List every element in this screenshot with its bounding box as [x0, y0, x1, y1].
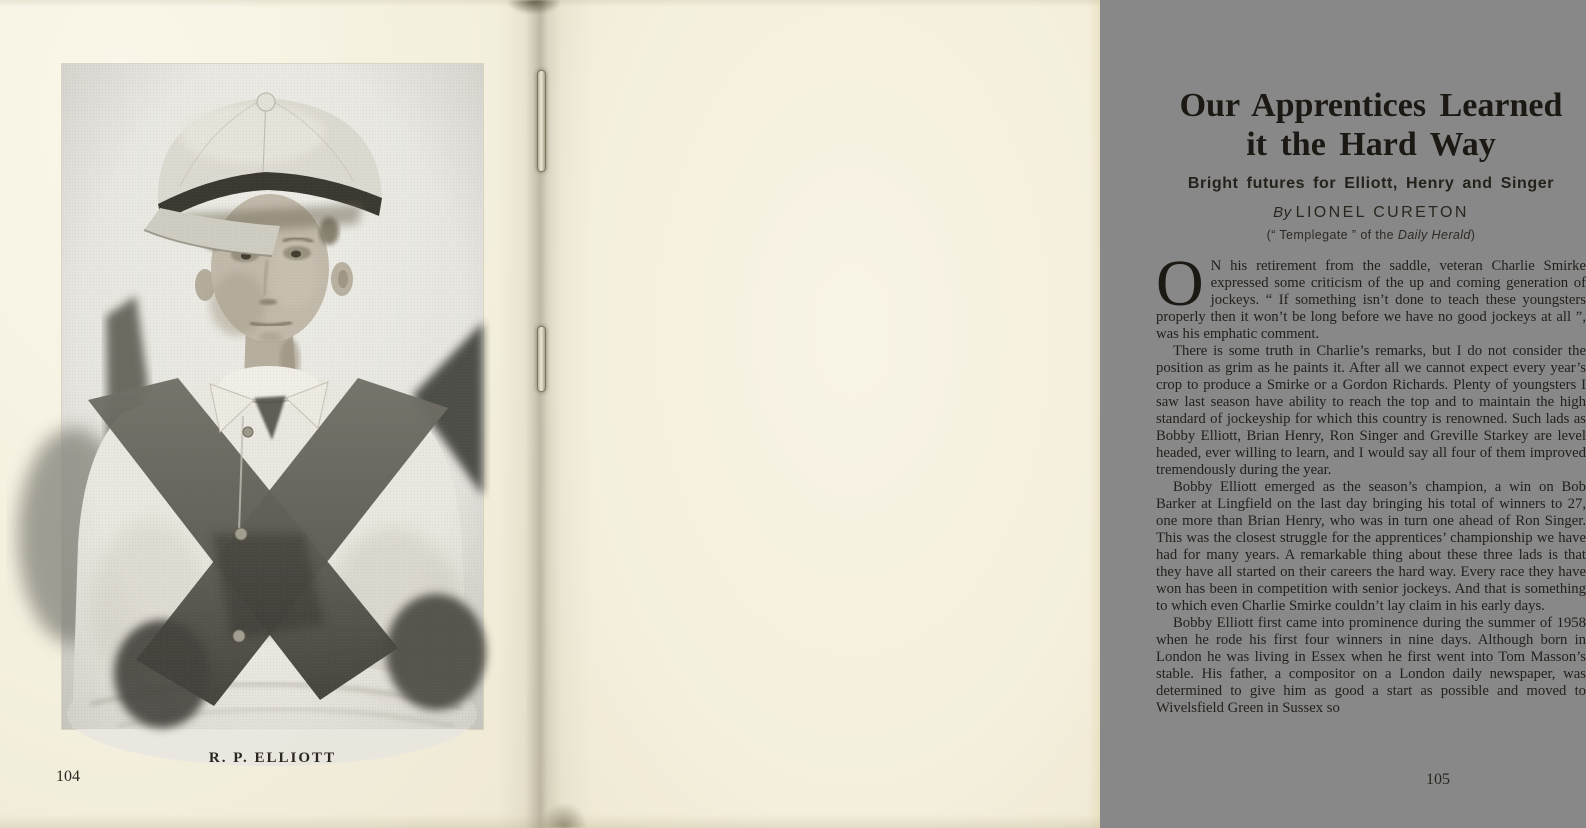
drop-cap: O	[1156, 247, 1204, 320]
photo-caption: R. P. ELLIOTT	[208, 750, 337, 766]
article-title-line2: it the Hard Way	[1246, 126, 1496, 163]
credit-open: (“ Templegate ” of the	[1266, 228, 1398, 242]
staple-middle	[537, 326, 546, 392]
left-page	[0, 0, 550, 828]
jockey-portrait-illustration	[62, 64, 483, 729]
article-title-line1: Our Apprentices Learned	[1179, 87, 1563, 124]
byline-by: By	[1273, 204, 1292, 221]
paragraph-1-text: N his retirement from the saddle, veteran Charlie Smirke expressed some criticism of the up and coming generation of jockeys. “ If something isn’t done to teach these youngsters properly then it won’t be long before we have no good jockeys at all ”, was his emphatic comment.	[1156, 258, 1586, 342]
right-page	[550, 0, 1586, 828]
scan-edge-top	[0, 0, 1100, 7]
article-body	[1156, 247, 1586, 717]
page-number-left: 104	[56, 768, 80, 785]
staple-top	[537, 70, 546, 172]
article-subtitle: Bright futures for Elliott, Henry and Singer	[1187, 175, 1555, 192]
article-title	[1156, 86, 1586, 164]
scan-edge-bottom	[0, 814, 1100, 828]
byline-author: LIONEL CURETON	[1295, 204, 1469, 221]
credit-close: )	[1470, 228, 1476, 242]
paragraph-4: Bobby Elliott first came into prominence during the summer of 1958 when he rode his first four winners in nine days. Although born in London he was living in Essex when he first went into Tom Masson’s stable. His father, a compositor on a London daily newspaper, was determined to give him as good a start as possible and moved to Wivelsfield Green in Sussex so	[1156, 615, 1586, 716]
paragraph-2: There is some truth in Charlie’s remarks, but I do not consider the position as grim as he paints it. After all we cannot expect every year’s crop to produce a Smirke or a Gordon Richards. Plenty of youngsters I saw last season have ability to reach the top and to maintain the high standard of jockeyship for which this country is renowned. Such lads as Bobby Elliott, Brian Henry, Ron Singer and Greville Starkey are level headed, ever willing to learn, and I would say all four of them improved tremendously during the year.	[1156, 343, 1586, 478]
page-number-right: 105	[1426, 771, 1450, 788]
credit-line	[1156, 228, 1586, 242]
paragraph-3: Bobby Elliott emerged as the season’s champion, a win on Bob Barker at Lingfield on the last day bringing his total of winners to 27, one more than Brian Henry, who was in turn one ahead of Ron Singer. This was the closest struggle for the apprentices’ championship we have had for many years. A remarkable thing about these three lads is that they have all started on their careers the hard way. Every race they have won has been in competition with senior jockeys. And that is something to which even Charlie Smirke couldn’t lay claim in his early days.	[1156, 479, 1586, 614]
paragraph-1	[1156, 247, 1586, 343]
byline	[1156, 204, 1586, 222]
scan-edge-right	[1088, 0, 1100, 828]
credit-publication: Daily Herald	[1397, 228, 1471, 242]
jockey-portrait-photo	[62, 64, 483, 729]
